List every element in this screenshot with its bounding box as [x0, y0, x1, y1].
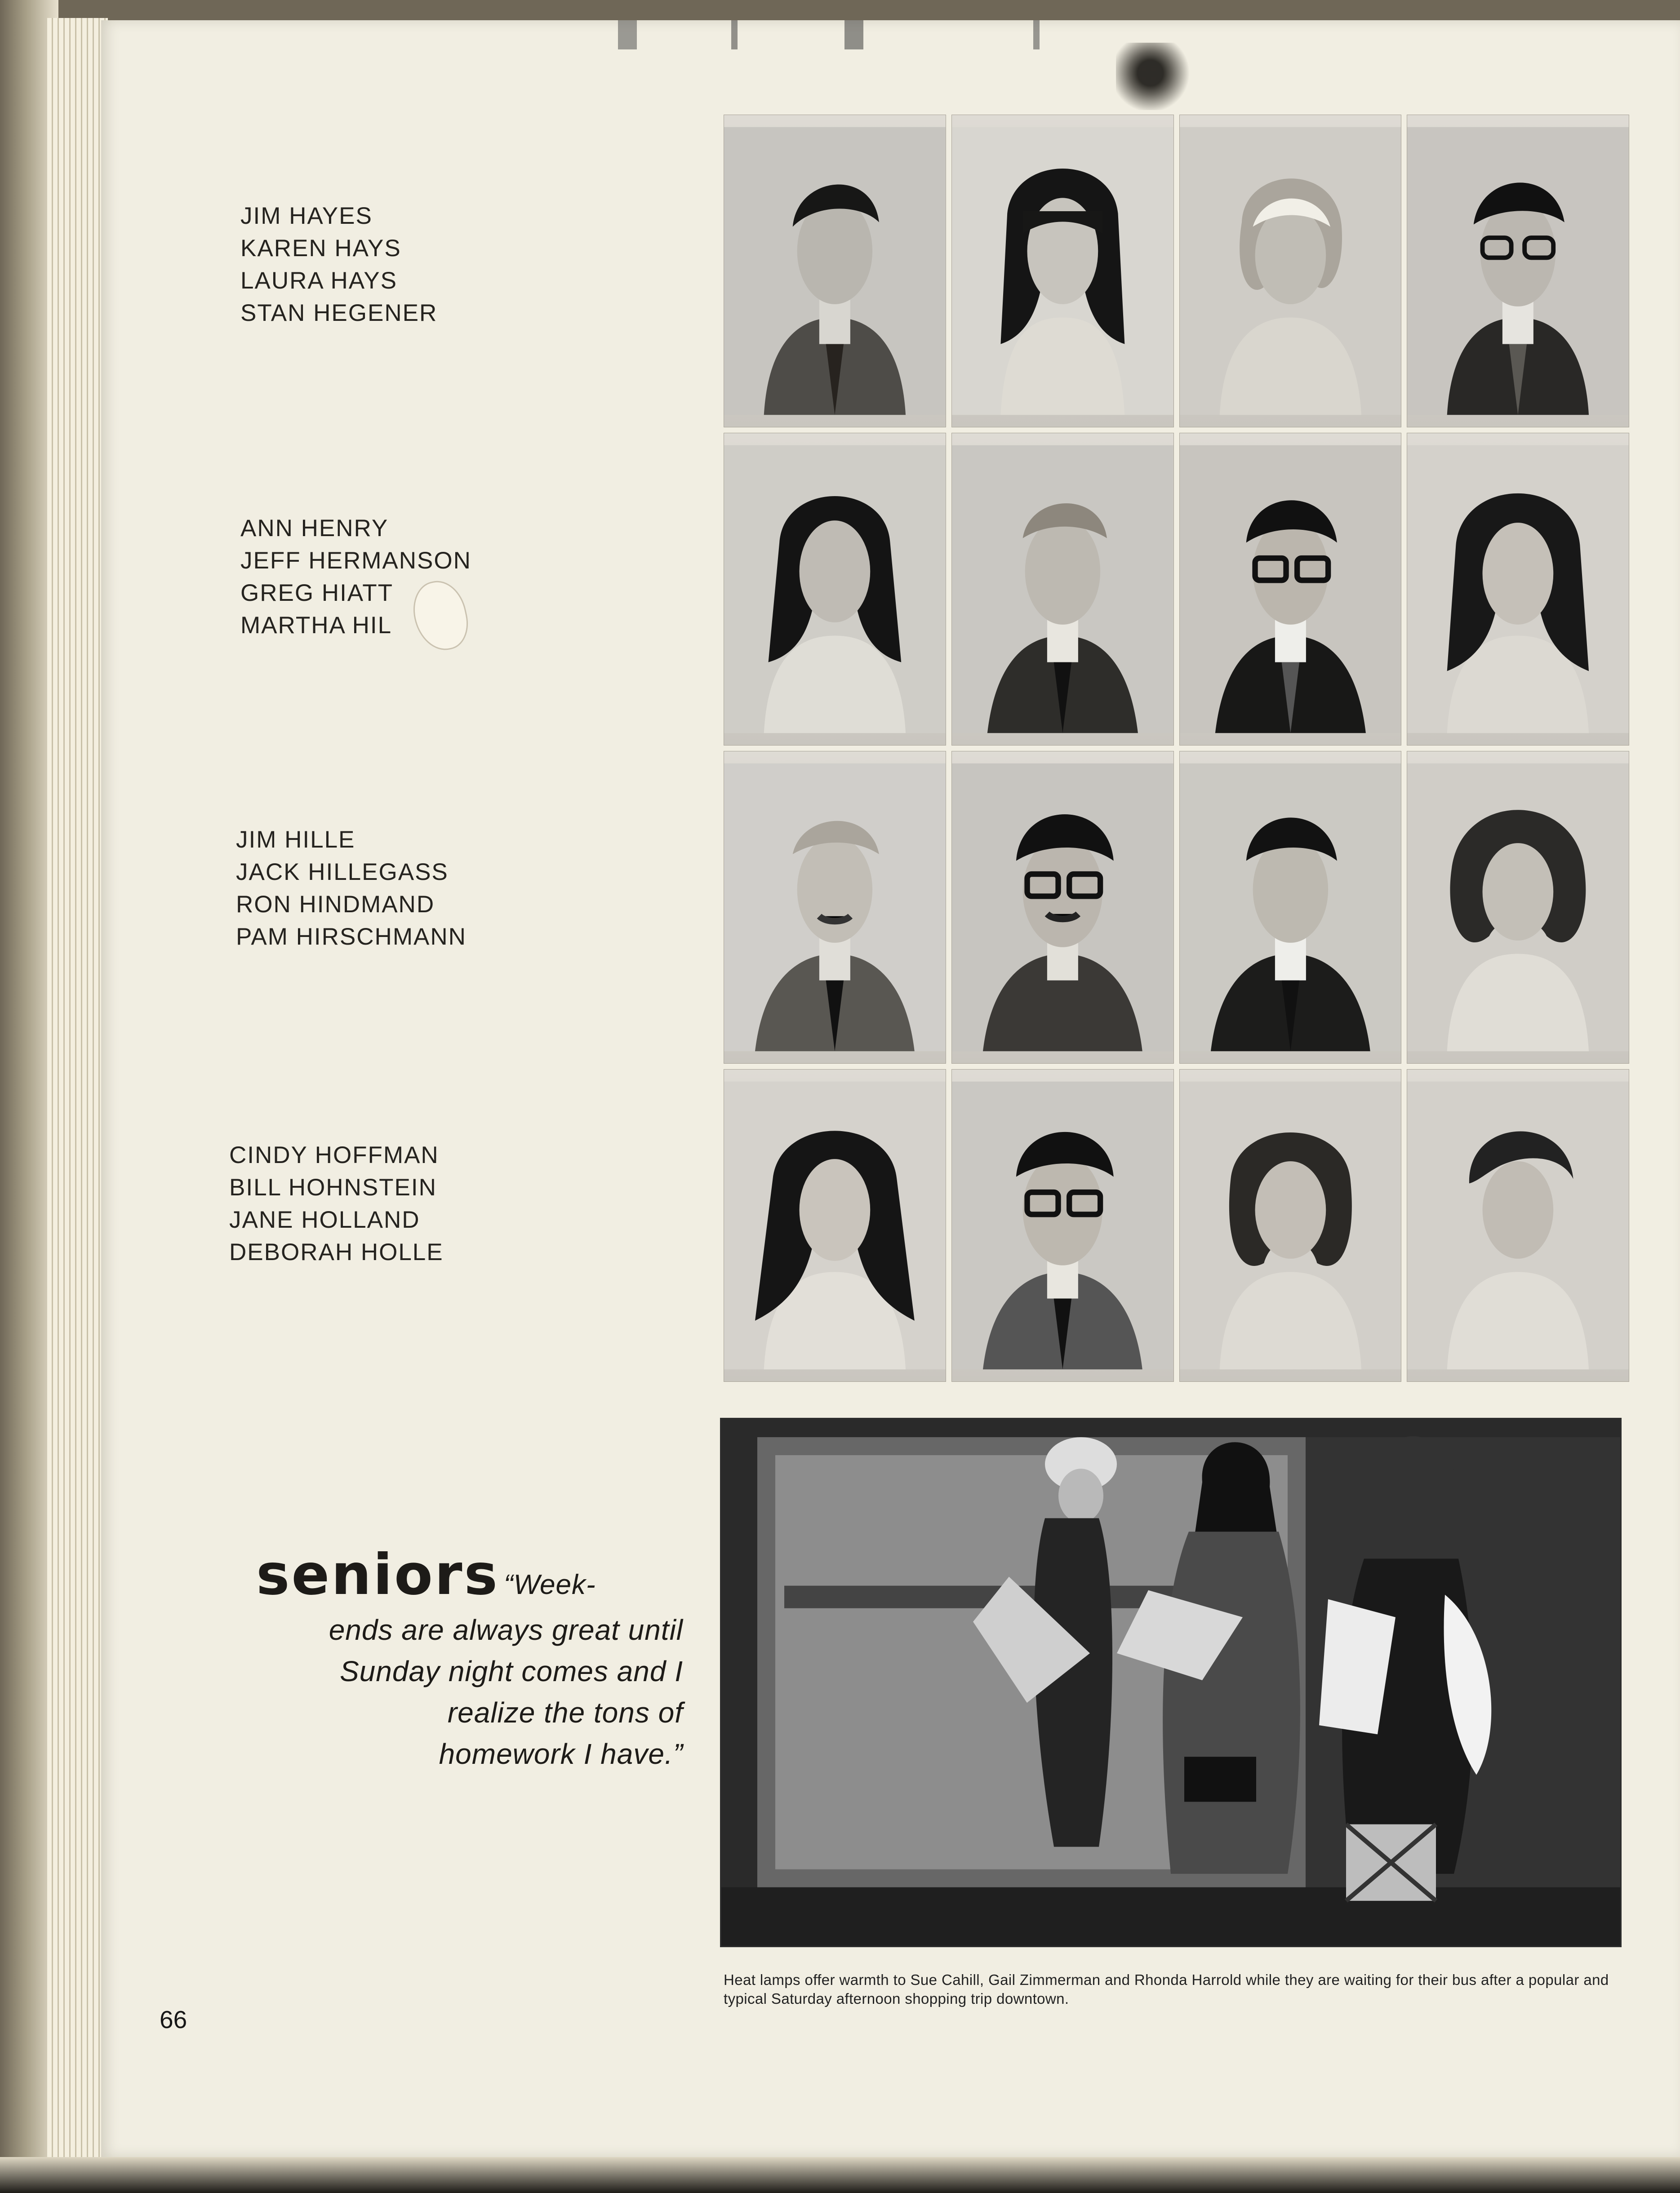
printed-top-marks — [555, 20, 1184, 49]
senior-portrait — [951, 433, 1174, 746]
portrait-image — [724, 433, 946, 745]
student-name: STAN HEGENER — [240, 300, 438, 326]
portrait-image — [952, 751, 1173, 1063]
quote-line: realize the tons of — [447, 1696, 683, 1729]
page-number: 66 — [160, 2006, 187, 2033]
student-name: PAM HIRSCHMANN — [236, 923, 467, 950]
senior-portrait — [1179, 1069, 1402, 1382]
student-name: DEBORAH HOLLE — [229, 1239, 444, 1265]
student-name: LAURA HAYS — [240, 267, 397, 294]
senior-portrait — [1407, 751, 1629, 1064]
student-name: JEFF HERMANSON — [240, 547, 471, 574]
student-name: RON HINDMAND — [236, 891, 435, 918]
portrait-image — [952, 1070, 1173, 1381]
portrait-image — [724, 1070, 946, 1381]
student-name: KAREN HAYS — [240, 235, 401, 262]
senior-portrait — [724, 433, 946, 746]
student-name: MARTHA HIL — [240, 612, 392, 639]
senior-portrait — [1407, 1069, 1629, 1382]
quote-line: ends are always great until — [329, 1614, 683, 1646]
portrait-image — [724, 115, 946, 427]
senior-portrait — [951, 1069, 1174, 1382]
senior-portrait — [724, 1069, 946, 1382]
name-list-row-3 — [236, 824, 467, 953]
candid-photo-image — [721, 1419, 1620, 1946]
quote-opening: “Week- — [503, 1569, 596, 1600]
photo-caption: Heat lamps offer warmth to Sue Cahill, Gail Zimmerman and Rhonda Harrold while they are waiting for their bus after a popular and typical Saturday afternoon shopping trip downtown. — [724, 1971, 1609, 2007]
portrait-image — [1407, 1070, 1629, 1381]
portrait-image — [1407, 115, 1629, 427]
candid-bus-stop-photo — [720, 1418, 1622, 1947]
senior-portrait — [1407, 433, 1629, 746]
portrait-image — [1180, 1070, 1401, 1381]
section-title: seniors — [256, 1542, 499, 1607]
senior-portrait — [951, 115, 1174, 427]
quote-line: homework I have.” — [439, 1738, 683, 1770]
senior-portrait — [724, 751, 946, 1064]
student-name: GREG HIATT — [240, 580, 393, 606]
senior-portrait — [951, 751, 1174, 1064]
quote-line: Sunday night comes and I — [339, 1655, 683, 1687]
paper-stain — [1116, 43, 1192, 110]
seniors-quote-block — [256, 1542, 697, 1775]
portrait-image — [1180, 433, 1401, 745]
student-name: JIM HILLE — [236, 826, 356, 853]
senior-quote — [256, 1609, 683, 1775]
senior-portrait — [1179, 115, 1402, 427]
name-list-row-1 — [240, 200, 437, 329]
senior-portrait — [1179, 433, 1402, 746]
student-name: CINDY HOFFMAN — [229, 1142, 439, 1168]
portrait-image — [1180, 751, 1401, 1063]
portrait-image — [1407, 751, 1629, 1063]
portrait-image — [1407, 433, 1629, 745]
portrait-image — [724, 751, 946, 1063]
student-name: JANE HOLLAND — [229, 1207, 420, 1233]
bottom-page-shadow — [0, 2157, 1680, 2193]
senior-portrait-grid — [724, 115, 1629, 1382]
portrait-image — [952, 115, 1173, 427]
portrait-image — [952, 433, 1173, 745]
student-name: BILL HOHNSTEIN — [229, 1174, 437, 1201]
student-name: JACK HILLEGASS — [236, 859, 449, 885]
seniors-heading-line — [256, 1542, 697, 1607]
senior-portrait — [1407, 115, 1629, 427]
senior-portrait — [724, 115, 946, 427]
student-name: JIM HAYES — [240, 203, 373, 229]
student-name: ANN HENRY — [240, 515, 389, 542]
page-edges — [47, 18, 108, 2166]
portrait-image — [1180, 115, 1401, 427]
senior-portrait — [1179, 751, 1402, 1064]
name-list-row-4 — [229, 1139, 444, 1269]
